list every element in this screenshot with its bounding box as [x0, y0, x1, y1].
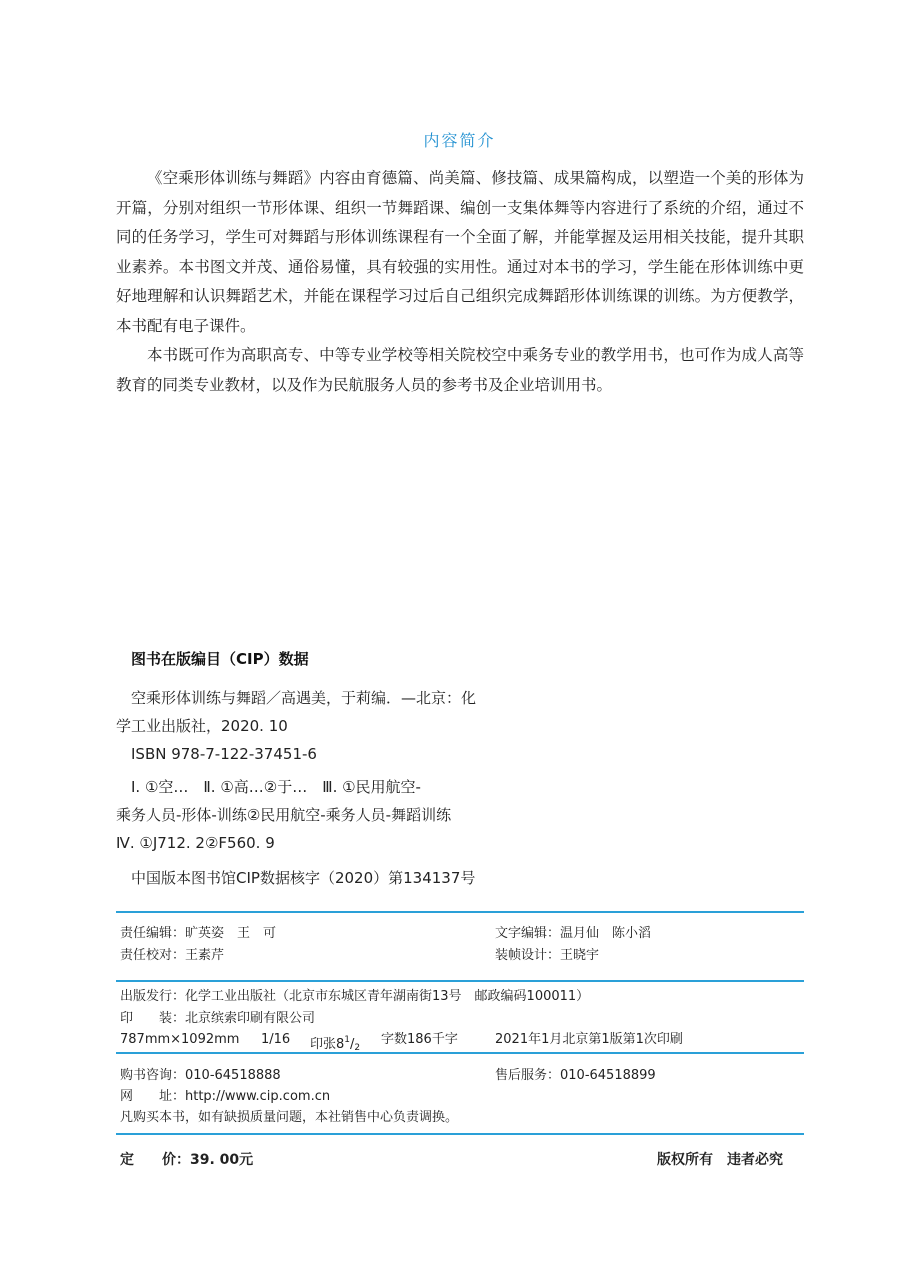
summary-paragraph-1: 《空乘形体训练与舞蹈》内容由育德篇、尚美篇、修技篇、成果篇构成，以塑造一个美的形体为开篇，分别对组织一节形体课、组织一节舞蹈课、编创一支集体舞等内容进行了系统的介绍，通过不同的任务学习，学生可对舞蹈与形体训练课程有一个全面了解，并能掌握及运用相关技能，提升其职业素养。本书图文并茂、通俗易懂，具有较强的实用性。通过对本书的学习，学生能在形体训练中更好地理解和认识舞蹈艺术，并能在课程学习过后自己组织完成舞蹈形体训练课的训练。为方便教学，本书配有电子课件。 [116, 169, 804, 335]
summary-title: 内容简介 [423, 131, 496, 150]
publisher-line: 出版发行：化学工业出版社（北京市东城区青年湖南街13号 邮政编码100011） [120, 989, 590, 1004]
printer-line: 印 装：北京缤索印刷有限公司 [120, 1011, 316, 1026]
format-size: 787mm×1092mm [120, 1032, 240, 1047]
cip-heading: 图书在版编目（CIP）数据 [131, 650, 309, 668]
cip-isbn: ISBN 978-7-122-37451-6 [131, 745, 317, 763]
cip-classification [116, 773, 596, 857]
responsible-editor: 责任编辑：旷英姿 王 可 [120, 926, 277, 941]
printed-sheets: 印张$8^1/_2$ [310, 1035, 361, 1053]
printed-sheets-numerator: 1 [344, 1035, 351, 1045]
cip-approval-number: 中国版本图书馆CIP数据核字（2020）第134137号 [131, 869, 476, 887]
divider-1 [116, 911, 804, 913]
divider-4 [116, 1133, 804, 1135]
format-fold: 1/16 [261, 1032, 291, 1047]
cip-class-line-1: Ⅰ. ①空… Ⅱ. ①高…②于… Ⅲ. ①民用航空- [131, 778, 421, 796]
cip-record-line-1: 空乘形体训练与舞蹈／高遇美，于莉编．—北京：化 [131, 689, 477, 707]
after-sales-hotline: 售后服务：010-64518899 [495, 1068, 656, 1083]
purchase-hotline: 购书咨询：010-64518888 [120, 1068, 281, 1083]
text-editor: 文字编辑：温月仙 陈小滔 [495, 926, 652, 941]
printed-sheets-denominator: 2 [354, 1043, 361, 1053]
printed-sheets-prefix: 印张8 [310, 1037, 345, 1052]
cover-designer: 装帧设计：王晓宇 [495, 948, 600, 963]
proofreader: 责任校对：王素芹 [120, 948, 225, 963]
cip-class-line-2: 乘务人员-形体-训练②民用航空-乘务人员-舞蹈训练 [116, 806, 452, 824]
cip-record-line-2: 学工业出版社，2020. 10 [116, 717, 288, 735]
website: 网 址：http://www.cip.com.cn [120, 1089, 331, 1104]
cip-record [116, 684, 596, 768]
copyright-notice: 版权所有 违者必究 [657, 1152, 783, 1168]
defect-notice: 凡购买本书，如有缺损质量问题，本社销售中心负责调换。 [120, 1110, 459, 1125]
word-count: 字数186千字 [381, 1032, 458, 1047]
divider-2 [116, 980, 804, 982]
summary-paragraph-2: 本书既可作为高职高专、中等专业学校等相关院校空中乘务专业的教学用书，也可作为成人高等教育的同类专业教材，以及作为民航服务人员的参考书及企业培训用书。 [116, 346, 804, 394]
edition-info: 2021年1月北京第1版第1次印刷 [495, 1032, 683, 1047]
price: 定 价：39. 00元 [120, 1152, 254, 1168]
cip-class-line-3: Ⅳ. ①J712. 2②F560. 9 [116, 834, 275, 852]
divider-3 [116, 1052, 804, 1054]
